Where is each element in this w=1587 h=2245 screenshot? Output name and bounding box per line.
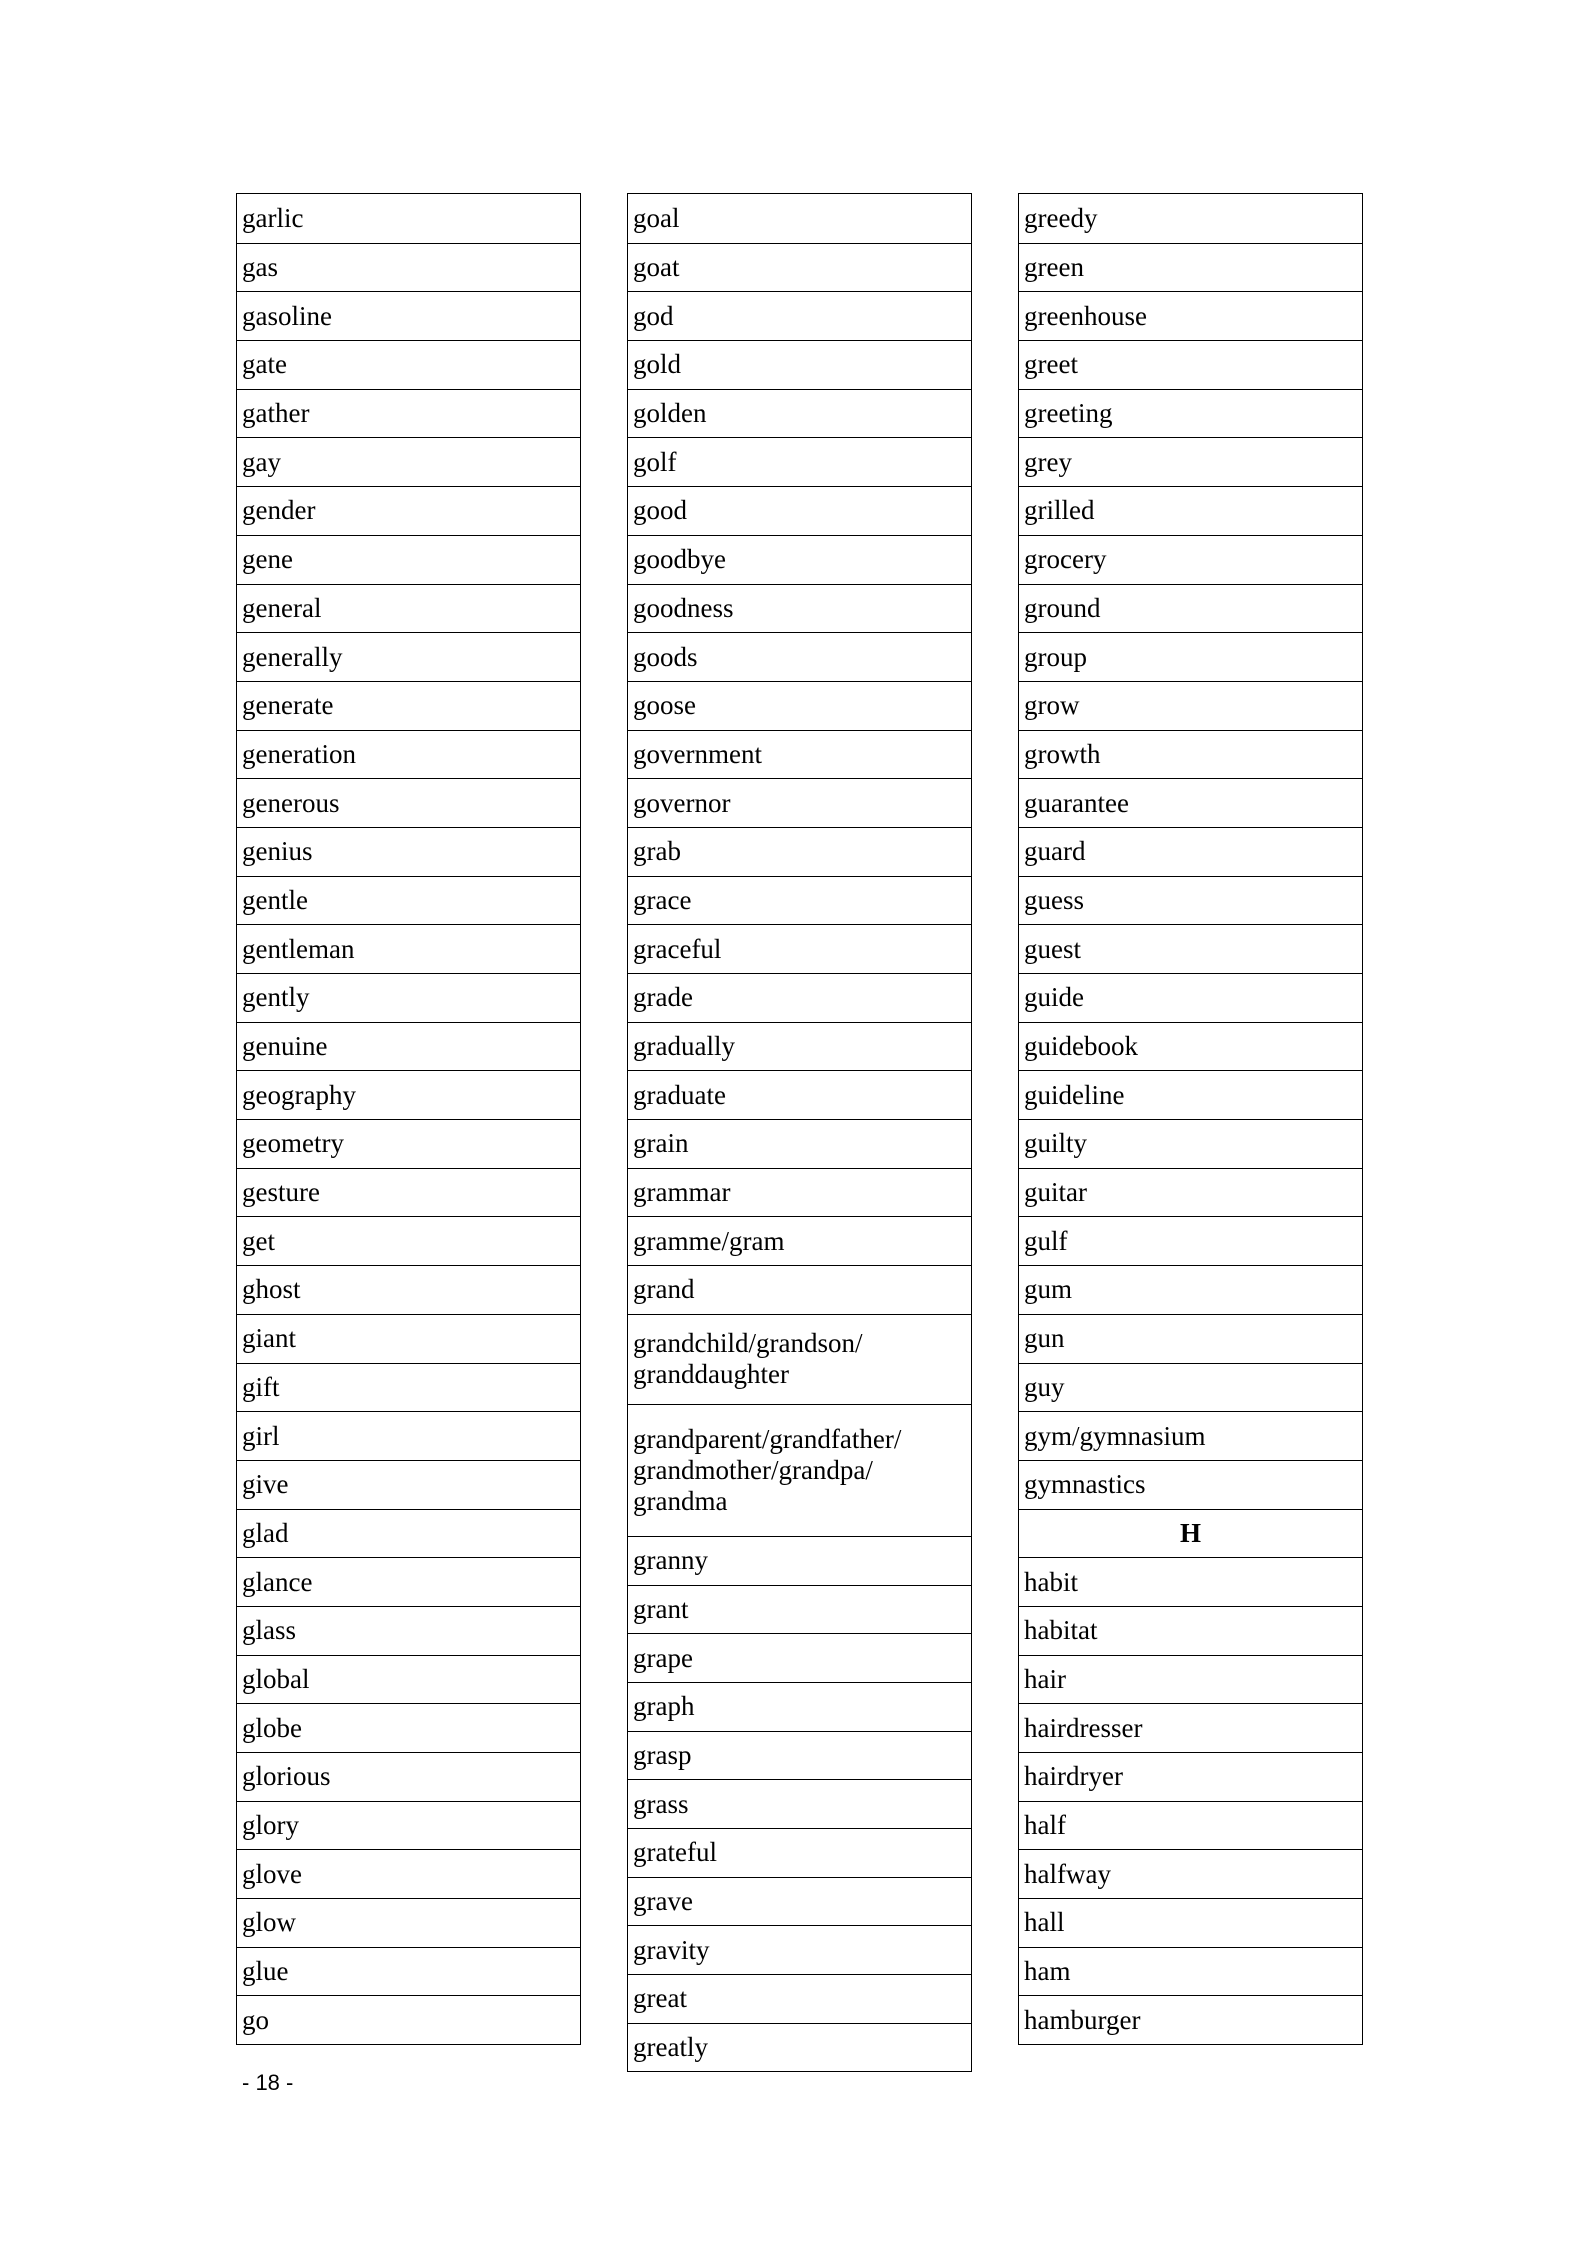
word-cell: gym/gymnasium <box>1019 1411 1362 1460</box>
word-cell: generation <box>237 730 580 779</box>
word-cell: gun <box>1019 1314 1362 1363</box>
word-cell: goodbye <box>628 535 971 584</box>
word-cell: girl <box>237 1411 580 1460</box>
word-cell: guide <box>1019 973 1362 1022</box>
word-cell: grow <box>1019 681 1362 730</box>
word-cell: graph <box>628 1682 971 1731</box>
word-cell: garlic <box>242 202 304 233</box>
word-cell: guess <box>1019 876 1362 925</box>
word-cell: gravity <box>628 1925 971 1974</box>
word-cell: gentle <box>237 876 580 925</box>
word-cell: generous <box>237 778 580 827</box>
word-cell: grab <box>628 827 971 876</box>
page-number: - 18 - <box>242 2070 294 2095</box>
word-cell: hair <box>1019 1655 1362 1704</box>
word-cell: gum <box>1019 1265 1362 1314</box>
word-cell: generally <box>237 632 580 681</box>
word-cell: gramme/gram <box>628 1216 971 1265</box>
word-cell: golden <box>628 389 971 438</box>
word-cell: god <box>628 291 971 340</box>
word-cell: habit <box>1019 1557 1362 1606</box>
word-cell: grade <box>628 973 971 1022</box>
word-cell: half <box>1019 1801 1362 1850</box>
word-cell: grape <box>628 1633 971 1682</box>
word-cell: guilty <box>1019 1119 1362 1168</box>
word-cell: governor <box>628 778 971 827</box>
section-letter-heading: H <box>1019 1509 1362 1558</box>
word-cell: generate <box>237 681 580 730</box>
word-cell: grilled <box>1019 486 1362 535</box>
word-cell: general <box>237 584 580 633</box>
word-cell: ham <box>1019 1947 1362 1996</box>
word-cell: glorious <box>237 1752 580 1801</box>
word-cell: greet <box>1019 340 1362 389</box>
word-cell: grocery <box>1019 535 1362 584</box>
word-cell: ground <box>1019 584 1362 633</box>
word-cell: habitat <box>1019 1606 1362 1655</box>
word-cell: grand <box>628 1265 971 1314</box>
word-cell: glue <box>237 1947 580 1996</box>
word-cell: gentleman <box>237 924 580 973</box>
word-cell: goods <box>628 632 971 681</box>
word-cell: graceful <box>628 924 971 973</box>
word-cell: greatly <box>628 2023 971 2072</box>
word-cell: halfway <box>1019 1849 1362 1898</box>
word-cell: guitar <box>1019 1168 1362 1217</box>
word-cell: gulf <box>1019 1216 1362 1265</box>
word-cell: great <box>628 1974 971 2023</box>
word-cell: group <box>1019 632 1362 681</box>
word-cell: geometry <box>237 1119 580 1168</box>
word-cell: granny <box>628 1536 971 1585</box>
word-cell: grace <box>628 876 971 925</box>
word-cell: gene <box>237 535 580 584</box>
word-cell: gay <box>237 437 580 486</box>
word-cell: goose <box>628 681 971 730</box>
word-cell: grandparent/grandfather/ grandmother/grandpa/ grandma <box>628 1404 971 1536</box>
word-cell: get <box>237 1216 580 1265</box>
word-cell: good <box>628 486 971 535</box>
word-cell: gradually <box>628 1022 971 1071</box>
word-cell: gate <box>237 340 580 389</box>
word-cell: growth <box>1019 730 1362 779</box>
word-cell: golf <box>628 437 971 486</box>
word-cell: gift <box>237 1363 580 1412</box>
word-cell: goal <box>633 202 680 233</box>
word-cell: grandchild/grandson/ granddaughter <box>628 1314 971 1404</box>
word-cell: grasp <box>628 1731 971 1780</box>
word-cell: guy <box>1019 1363 1362 1412</box>
word-column-1 <box>236 193 581 2045</box>
word-cell: grammar <box>628 1168 971 1217</box>
word-cell: goat <box>628 243 971 292</box>
word-cell: hamburger <box>1019 1995 1362 2044</box>
word-cell: hairdryer <box>1019 1752 1362 1801</box>
word-cell: give <box>237 1460 580 1509</box>
word-cell: glove <box>237 1849 580 1898</box>
word-cell: guard <box>1019 827 1362 876</box>
word-cell: glory <box>237 1801 580 1850</box>
word-cell: graduate <box>628 1070 971 1119</box>
word-cell: greenhouse <box>1019 291 1362 340</box>
word-cell: gasoline <box>237 291 580 340</box>
word-cell: gold <box>628 340 971 389</box>
word-cell: globe <box>237 1703 580 1752</box>
word-column-2 <box>627 193 972 2072</box>
word-cell: grant <box>628 1585 971 1634</box>
word-cell: geography <box>237 1070 580 1119</box>
word-cell: genius <box>237 827 580 876</box>
word-cell: ghost <box>237 1265 580 1314</box>
word-cell: gas <box>237 243 580 292</box>
word-cell: guest <box>1019 924 1362 973</box>
word-cell: go <box>237 1995 580 2044</box>
word-cell: glance <box>237 1557 580 1606</box>
word-cell: greeting <box>1019 389 1362 438</box>
word-cell: genuine <box>237 1022 580 1071</box>
word-cell: glow <box>237 1898 580 1947</box>
word-cell: grey <box>1019 437 1362 486</box>
word-cell: glad <box>237 1509 580 1558</box>
word-cell: grave <box>628 1877 971 1926</box>
word-cell: guidebook <box>1019 1022 1362 1071</box>
word-cell: grain <box>628 1119 971 1168</box>
word-cell: gesture <box>237 1168 580 1217</box>
word-cell: gather <box>237 389 580 438</box>
word-cell: grateful <box>628 1828 971 1877</box>
word-cell: government <box>628 730 971 779</box>
word-cell: greedy <box>1024 202 1098 233</box>
word-cell: giant <box>237 1314 580 1363</box>
word-cell: green <box>1019 243 1362 292</box>
word-cell: gently <box>237 973 580 1022</box>
word-cell: grass <box>628 1779 971 1828</box>
word-cell: global <box>237 1655 580 1704</box>
word-cell: gender <box>237 486 580 535</box>
word-cell: hall <box>1019 1898 1362 1947</box>
word-cell: guideline <box>1019 1070 1362 1119</box>
word-cell: hairdresser <box>1019 1703 1362 1752</box>
word-cell: guarantee <box>1019 778 1362 827</box>
word-cell: glass <box>237 1606 580 1655</box>
word-column-3 <box>1018 193 1363 2045</box>
word-cell: gymnastics <box>1019 1460 1362 1509</box>
word-cell: goodness <box>628 584 971 633</box>
